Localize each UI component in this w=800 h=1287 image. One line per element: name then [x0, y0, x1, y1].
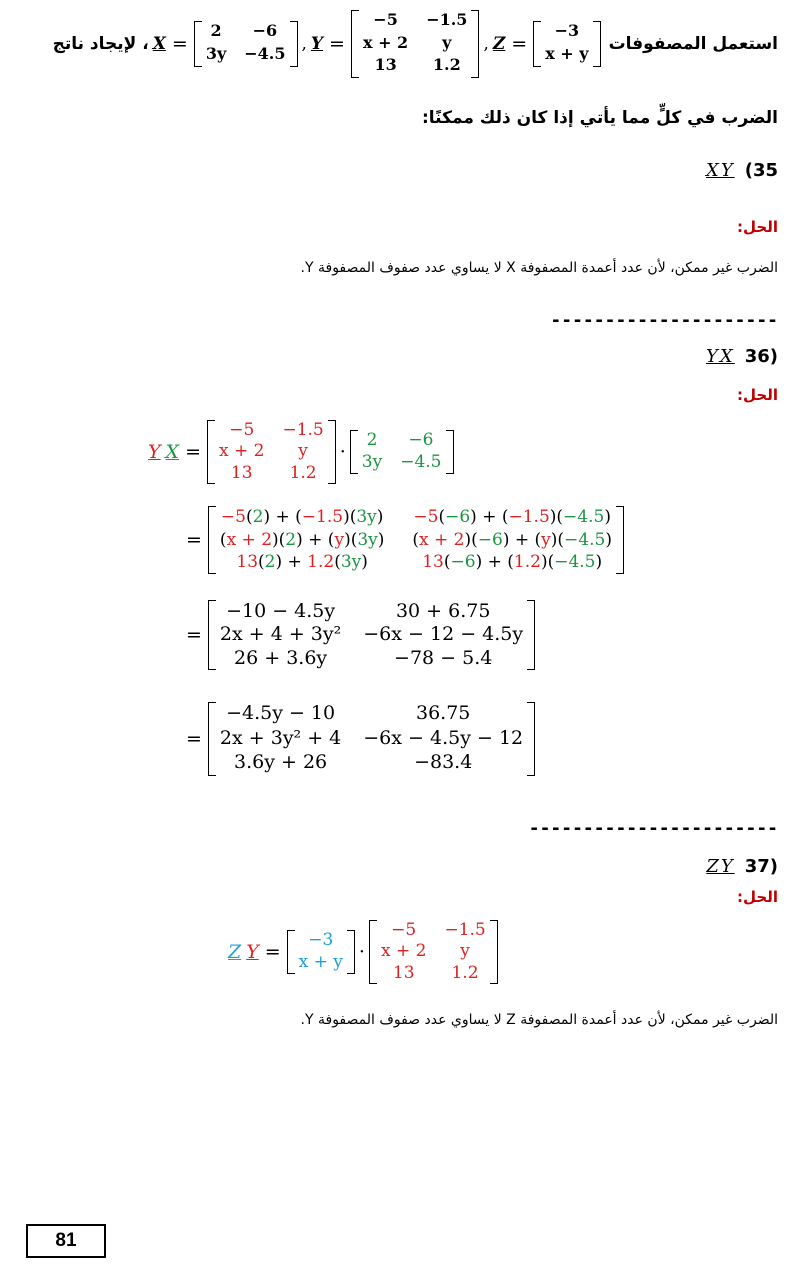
q36-step1	[180, 506, 624, 574]
page-number: 81	[26, 1224, 106, 1258]
equals-sign: =	[186, 529, 202, 551]
matrix-z	[533, 21, 600, 67]
matrix-cell: −6	[252, 21, 278, 40]
q36-expression: YX	[706, 346, 735, 367]
matrix-cell: x + y	[298, 952, 343, 972]
matrix-cell: 3.6y + 26	[234, 751, 328, 774]
matrix-cell: −5	[229, 420, 255, 440]
problem-statement-line2: الضرب في كلٍّ مما يأتي إذا كان ذلك ممكنًا:	[421, 108, 778, 128]
y-label: Y	[310, 34, 324, 54]
x-label: X	[165, 441, 180, 463]
matrix-cell: y	[298, 441, 308, 462]
matrix-cell: 13	[230, 462, 253, 483]
equals-sign: =	[171, 33, 188, 55]
q35-solution-label: الحل:	[737, 218, 778, 236]
matrix-cell: −1.5	[444, 920, 486, 940]
equals-sign: =	[511, 33, 528, 55]
x-label: X	[152, 34, 166, 54]
matrix-cell: 2	[366, 430, 378, 450]
question-35	[706, 160, 778, 181]
matrix-cell: −6x − 4.5y − 12	[363, 726, 524, 749]
q37-number: 37)	[744, 856, 778, 877]
matrix-cell: x + 2	[362, 32, 409, 52]
q36-number: 36)	[744, 346, 778, 367]
matrix-cell: −6x − 12 − 4.5y	[363, 623, 524, 646]
matrix-cell: x + 2	[380, 941, 427, 962]
intro-suffix: ، لإيجاد ناتج	[52, 34, 149, 54]
step2-matrix	[208, 600, 535, 670]
matrix-y	[351, 10, 479, 78]
matrix-cell: −5	[373, 10, 398, 29]
matrix-cell: x + 2	[219, 441, 265, 462]
y-label: Y	[246, 941, 259, 963]
matrix-cell: 13(2) + 1.2(3y)	[236, 552, 368, 573]
matrix-cell: −6	[408, 430, 434, 450]
matrix-cell: −5(2) + (−1.5)(3y)	[220, 507, 384, 527]
matrix-cell: −4.5	[400, 452, 442, 472]
matrix-cell: −1.5	[282, 420, 324, 440]
q36-product-setup	[148, 420, 454, 484]
matrix-cell: 3y	[361, 452, 383, 472]
matrix-cell: −78 − 5.4	[394, 646, 493, 669]
comma: ,	[301, 34, 307, 54]
separator-line: -----------------------	[528, 818, 778, 839]
matrix-cell: −5	[391, 920, 417, 940]
q37-product-setup	[228, 920, 498, 984]
matrix-cell: 30 + 6.75	[395, 600, 491, 622]
matrix-cell: 1.2	[289, 462, 317, 483]
step3-matrix	[208, 702, 535, 776]
matrix-cell: y	[460, 941, 470, 962]
q37-answer: الضرب غير ممكن، لأن عدد أعمدة المصفوفة Z لا يساوي عدد صفوف المصفوفة Y.	[300, 1012, 778, 1028]
comma: ,	[483, 34, 489, 54]
equals-sign: =	[185, 441, 201, 463]
matrix-cell: −83.4	[414, 751, 473, 774]
equals-sign: =	[186, 728, 202, 750]
multiply-dot: ·	[358, 941, 365, 963]
matrix-cell: −10 − 4.5y	[226, 600, 336, 622]
y-label: Y	[148, 441, 161, 463]
equals-sign: =	[329, 33, 345, 55]
q36-step3	[180, 702, 535, 776]
matrix-cell: x + y	[545, 44, 589, 63]
multiply-dot: ·	[339, 441, 346, 463]
matrix-cell: (x + 2)(2) + (y)(3y)	[219, 529, 385, 550]
matrix-cell: 36.75	[415, 702, 471, 724]
matrix-cell: −5(−6) + (−1.5)(−4.5)	[413, 507, 611, 527]
matrix-x	[350, 430, 454, 474]
equals-sign: =	[186, 624, 202, 646]
separator-line: ---------------------	[550, 310, 778, 331]
matrix-cell: 13	[392, 962, 415, 983]
matrix-cell: 2x + 4 + 3y²	[219, 623, 342, 646]
matrix-cell: 3y	[205, 44, 227, 63]
question-36	[706, 346, 778, 367]
matrix-cell: −4.5	[244, 44, 286, 63]
matrix-cell: y	[442, 32, 452, 52]
q37-expression: ZY	[706, 856, 735, 877]
matrix-cell: 26 + 3.6y	[234, 646, 328, 669]
matrix-cell: 13	[374, 55, 397, 75]
z-label: Z	[228, 941, 242, 963]
q36-solution-label: الحل:	[737, 386, 778, 404]
q36-step2	[180, 600, 535, 670]
question-37	[706, 856, 778, 877]
q37-solution-label: الحل:	[737, 888, 778, 906]
q35-number: 35)	[744, 160, 778, 181]
problem-statement-line1	[53, 10, 778, 78]
matrix-z	[287, 930, 355, 974]
matrix-cell: −3	[308, 930, 334, 950]
matrix-y	[207, 420, 336, 484]
matrix-cell: −4.5y − 10	[226, 702, 336, 724]
matrix-cell: (x + 2)(−6) + (y)(−4.5)	[412, 529, 612, 550]
z-label: Z	[492, 34, 506, 54]
matrix-cell: 13(−6) + (1.2)(−4.5)	[422, 552, 603, 573]
matrix-cell: 2	[210, 21, 222, 40]
q35-answer: الضرب غير ممكن، لأن عدد أعمدة المصفوفة X لا يساوي عدد صفوف المصفوفة Y.	[300, 260, 778, 276]
matrix-y	[369, 920, 498, 984]
step1-matrix	[208, 506, 624, 574]
matrix-cell: 1.2	[432, 55, 461, 75]
equals-sign: =	[264, 941, 281, 963]
q35-expression: XY	[706, 160, 735, 181]
matrix-cell: 1.2	[451, 962, 479, 983]
matrix-cell: −1.5	[426, 10, 468, 29]
intro-text: استعمل المصفوفات	[608, 34, 778, 54]
matrix-x	[194, 21, 298, 67]
matrix-cell: −3	[554, 21, 580, 40]
matrix-cell: 2x + 3y² + 4	[219, 726, 342, 749]
